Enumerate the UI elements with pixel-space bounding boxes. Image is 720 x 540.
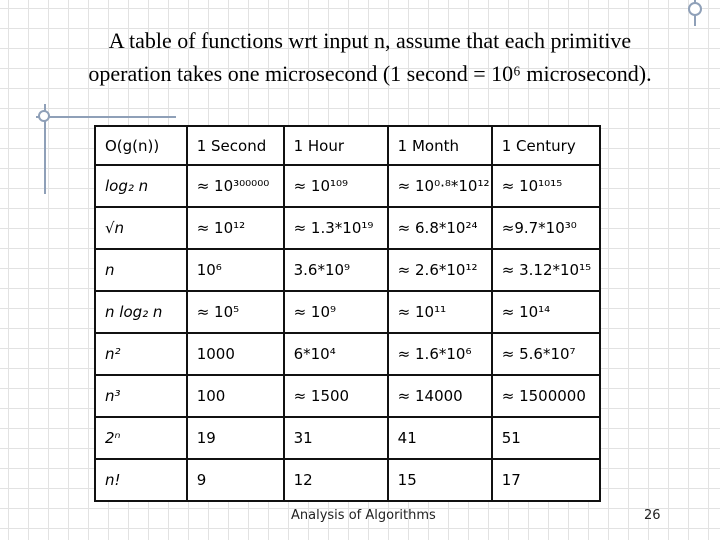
decoration-horizontal-line xyxy=(36,116,176,118)
title-line-1: A table of functions wrt input n, assume that each primitive xyxy=(108,28,632,53)
value-cell: ≈ 1500 xyxy=(284,375,388,417)
value-cell: 19 xyxy=(187,417,284,459)
value-cell: 1000 xyxy=(187,333,284,375)
value-cell: ≈ 3.12*10¹⁵ xyxy=(492,249,600,291)
function-cell: √n xyxy=(95,207,187,249)
functions-table xyxy=(94,125,601,502)
table-row xyxy=(95,459,600,501)
value-cell: ≈ 1.3*10¹⁹ xyxy=(284,207,388,249)
table-row xyxy=(95,165,600,207)
value-cell: 6*10⁴ xyxy=(284,333,388,375)
value-cell: 51 xyxy=(492,417,600,459)
function-cell: n² xyxy=(95,333,187,375)
value-cell: ≈ 10¹⁰¹⁵ xyxy=(492,165,600,207)
header-cell-second: 1 Second xyxy=(187,126,284,165)
footer-text: Analysis of Algorithms xyxy=(291,508,436,523)
value-cell: ≈ 6.8*10²⁴ xyxy=(388,207,492,249)
value-cell: 41 xyxy=(388,417,492,459)
value-cell: ≈ 1.6*10⁶ xyxy=(388,333,492,375)
header-cell-month: 1 Month xyxy=(388,126,492,165)
value-cell: 12 xyxy=(284,459,388,501)
value-cell: ≈ 10¹¹ xyxy=(388,291,492,333)
function-cell: n xyxy=(95,249,187,291)
title-line-2: operation takes one microsecond (1 second = 10⁶ microsecond). xyxy=(88,61,652,86)
table-row xyxy=(95,291,600,333)
value-cell: 17 xyxy=(492,459,600,501)
function-cell: n³ xyxy=(95,375,187,417)
value-cell: ≈ 10⁵ xyxy=(187,291,284,333)
table-row xyxy=(95,207,600,249)
table-row xyxy=(95,333,600,375)
value-cell: ≈ 10¹⁴ xyxy=(492,291,600,333)
value-cell: 9 xyxy=(187,459,284,501)
function-cell: n! xyxy=(95,459,187,501)
slide-title xyxy=(50,24,690,90)
table-row xyxy=(95,249,600,291)
value-cell: ≈9.7*10³⁰ xyxy=(492,207,600,249)
value-cell: ≈ 1500000 xyxy=(492,375,600,417)
table-row xyxy=(95,417,600,459)
function-cell: log₂ n xyxy=(95,165,187,207)
corner-decoration-circle xyxy=(688,2,702,16)
function-cell: n log₂ n xyxy=(95,291,187,333)
value-cell: ≈ 14000 xyxy=(388,375,492,417)
table-row xyxy=(95,375,600,417)
value-cell: 10⁶ xyxy=(187,249,284,291)
page-number: 26 xyxy=(644,508,661,523)
value-cell: 3.6*10⁹ xyxy=(284,249,388,291)
value-cell: ≈ 2.6*10¹² xyxy=(388,249,492,291)
value-cell: ≈ 5.6*10⁷ xyxy=(492,333,600,375)
header-cell-century: 1 Century xyxy=(492,126,600,165)
header-cell-order: O(g(n)) xyxy=(95,126,187,165)
value-cell: 100 xyxy=(187,375,284,417)
value-cell: ≈ 10⁹ xyxy=(284,291,388,333)
value-cell: 31 xyxy=(284,417,388,459)
value-cell: ≈ 10³⁰⁰⁰⁰⁰ xyxy=(187,165,284,207)
table-header-row xyxy=(95,126,600,165)
decoration-circle xyxy=(38,110,50,122)
value-cell: ≈ 10¹⁰⁹ xyxy=(284,165,388,207)
value-cell: ≈ 10⁰·⁸*10¹² xyxy=(388,165,492,207)
function-cell: 2ⁿ xyxy=(95,417,187,459)
value-cell: 15 xyxy=(388,459,492,501)
header-cell-hour: 1 Hour xyxy=(284,126,388,165)
value-cell: ≈ 10¹² xyxy=(187,207,284,249)
